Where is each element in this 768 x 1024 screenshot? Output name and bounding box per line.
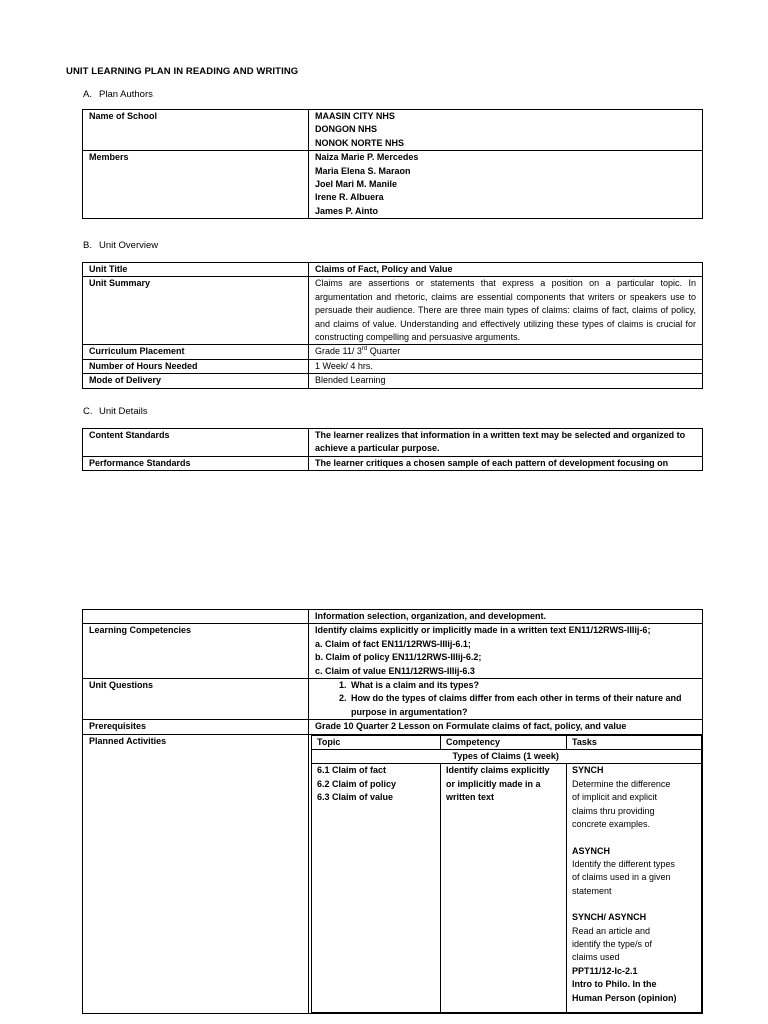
activities-subheader: Types of Claims (1 week) [441,750,702,764]
unit-overview-table [82,262,703,389]
planned-activities-table [311,735,702,1014]
curriculum-placement-label: Curriculum Placement [83,345,309,359]
table-row [83,110,703,151]
competency-cell: Identify claims explicitly or implicitly made in a written text [441,764,567,1013]
unit-details-continued-table [82,609,703,1014]
curriculum-placement-value: Grade 11/ 3rd Quarter [309,345,703,359]
planned-activities-label: Planned Activities [83,734,309,1013]
performance-standards-label: Performance Standards [83,456,309,470]
members-value: Naiza Marie P. Mercedes Maria Elena S. Maraon Joel Mari M. Manile Irene R. Albuera James P. Ainto [309,151,703,219]
table-row [83,734,703,1013]
learning-competencies-label: Learning Competencies [83,624,309,679]
unit-summary-label: Unit Summary [83,277,309,345]
document-title: UNIT LEARNING PLAN IN READING AND WRITING [66,66,299,77]
table-row [83,151,703,219]
content-standards-value: The learner realizes that information in a written text may be selected and organized to achieve a particular purpose. [309,429,703,457]
list-item: 1. What is a claim and its types? [349,679,696,692]
table-row [83,374,703,388]
prerequisites-value: Grade 10 Quarter 2 Lesson on Formulate claims of fact, policy, and value [309,720,703,734]
hours-needed-label: Number of Hours Needed [83,359,309,373]
table-row [83,456,703,470]
list-item: 2. How do the types of claims differ from each other in terms of their nature and purpose in argumentation? [349,692,696,719]
empty-label-cell [83,610,309,624]
task-synch-asynch-label: SYNCH/ ASYNCH [572,912,647,923]
table-row [83,679,703,720]
topic-header: Topic [312,735,441,749]
competency-header: Competency [441,735,567,749]
hours-needed-value: 1 Week/ 4 hrs. [309,359,703,373]
mode-of-delivery-value: Blended Learning [309,374,703,388]
task-asynch-label: ASYNCH [572,845,611,856]
unit-questions-label: Unit Questions [83,679,309,720]
section-a-heading [83,89,153,100]
section-c-letter: C. [83,406,93,417]
section-c-title: Unit Details [99,406,148,417]
table-row [312,735,702,749]
continuation-text: Information selection, organization, and development. [309,610,703,624]
content-standards-label: Content Standards [83,429,309,457]
task-synch-label: SYNCH [572,765,604,776]
table-row [83,720,703,734]
table-row [312,750,702,764]
performance-standards-value: The learner critiques a chosen sample of each pattern of development focusing on [309,456,703,470]
table-row [83,610,703,624]
name-of-school-label: Name of School [83,110,309,151]
mode-of-delivery-label: Mode of Delivery [83,374,309,388]
table-row [83,359,703,373]
prerequisites-label: Prerequisites [83,720,309,734]
section-b-heading [83,240,158,251]
topics-cell: 6.1 Claim of fact 6.2 Claim of policy 6.3 Claim of value [312,764,441,1013]
tasks-cell: SYNCH Determine the difference of implicit and explicit claims thru providing concrete examples. ASYNCH Identify the different types of claims used in a given statement SYNCH/ ASYNCH Read an article and identify the type/s of claims used PPT11/12-Ic-2.1 Intro to Philo. In the Human Person (opinion) [567,764,702,1013]
name-of-school-value: MAASIN CITY NHS DONGON NHS NONOK NORTE NHS [309,110,703,151]
tasks-header: Tasks [567,735,702,749]
unit-title-label: Unit Title [83,263,309,277]
section-a-letter: A. [83,89,92,100]
unit-title-value: Claims of Fact, Policy and Value [309,263,703,277]
table-row [83,624,703,679]
unit-questions-value [309,679,703,720]
plan-authors-table [82,109,703,219]
table-row [83,263,703,277]
table-row [83,429,703,457]
unit-details-table [82,428,703,471]
members-label: Members [83,151,309,219]
section-b-letter: B. [83,240,92,251]
table-row [312,764,702,1013]
section-a-title: Plan Authors [99,89,153,100]
section-c-heading [83,406,148,417]
section-b-title: Unit Overview [99,240,159,251]
table-row [83,345,703,359]
planned-activities-cell [309,734,703,1013]
learning-competencies-value: Identify claims explicitly or implicitly made in a written text EN11/12RWS-IIIij-6; a. Claim of fact EN11/12RWS-IIIij-6.1; b. Claim of policy EN11/12RWS-IIIij-6.2; c. Claim of value EN11/12RWS-IIIij-6.3 [309,624,703,679]
table-row [83,277,703,345]
unit-summary-value: Claims are assertions or statements that express a position on a particular topic. In argumentation and rhetoric, claims are essential components that writers or speakers use to persuade their audience. There are three main types of claims: claims of fact, claims of policy, and claims of value. Understanding and effectively utilizing these types of claims is crucial for constructing compelling and persuasive arguments. [309,277,703,345]
unit-questions-list [315,679,696,719]
